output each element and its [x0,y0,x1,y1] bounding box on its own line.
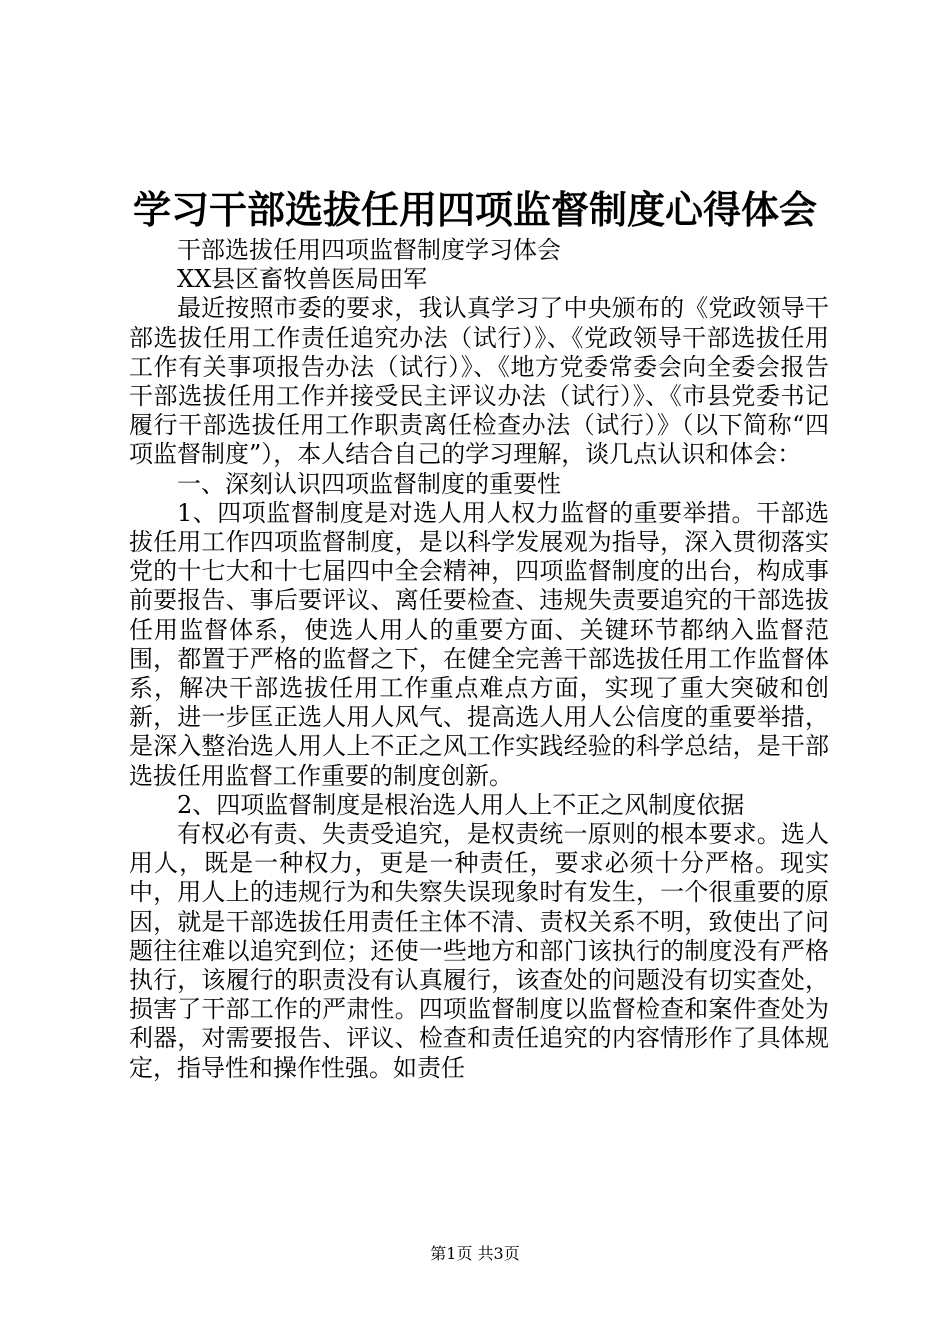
intro-paragraph: 最近按照市委的要求，我认真学习了中央颁布的《党政领导干部选拔任用工作责任追究办法（试行）》、《党政领导干部选拔任用工作有关事项报告办法（试行）》、《地方党委常委会向全委会报告干部选拔任用工作并接受民主评议办法（试行）》、《市县党委书记履行干部选拔任用工作职责离任检查办法（试行）》（以下简称“四项监督制度”），本人结合自己的学习理解，谈几点认识和体会： [129,294,829,469]
document-title: 学习干部选拔任用四项监督制度心得体会 [132,187,817,232]
body-paragraph: 1、四项监督制度是对选人用人权力监督的重要举措。干部选拔任用工作四项监督制度，是以科学发展观为指导，深入贯彻落实党的十七大和十七届四中全会精神，四项监督制度的出台，构成事前要报告、事后要评议、离任要检查、违规失责要追究的干部选拔任用监督体系，使选人用人的重要方面、关键环节都纳入监督范围，都置于严格的监督之下，在健全完善干部选拔任用工作监督体系，解决干部选拔任用工作重点难点方面，实现了重大突破和创新，进一步匡正选人用人风气、提高选人用人公信度的重要举措，是深入整治选人用人上不正之风工作实践经验的科学总结，是干部选拔任用监督工作重要的制度创新。 [129,498,829,790]
body-paragraph: 有权必有责、失责受追究，是权责统一原则的根本要求。选人用人，既是一种权力，更是一种责任，要求必须十分严格。现实中，用人上的违规行为和失察失误现象时有发生，一个很重要的原因，就是干部选拔任用责任主体不清、责权关系不明，致使出了问题往往难以追究到位；还使一些地方和部门该执行的制度没有严格执行，该履行的职责没有认真履行，该查处的问题没有切实查处，损害了干部工作的严肃性。四项监督制度以监督检查和案件查处为利器，对需要报告、评议、检查和责任追究的内容情形作了具体规定，指导性和操作性强。如责任 [129,820,829,1082]
document-body [129,236,829,1083]
section-heading: 一、深刻认识四项监督制度的重要性 [177,469,561,498]
author-paragraph: XX县区畜牧兽医局田军 [177,265,428,294]
subtitle-paragraph: 干部选拔任用四项监督制度学习体会 [177,236,561,264]
subsection-heading: 2、四项监督制度是根治选人用人上不正之风制度依据 [177,790,745,819]
page-number-footer: 第1页 共3页 [430,1244,520,1263]
